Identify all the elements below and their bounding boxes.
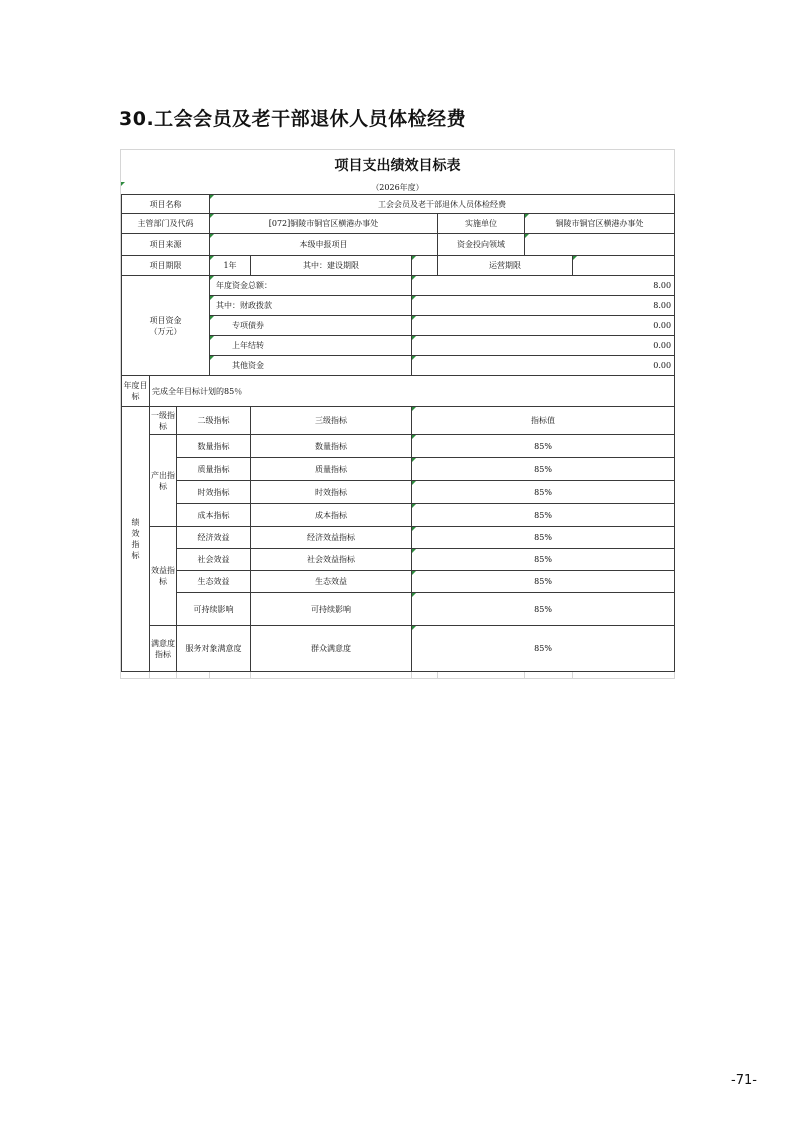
period-label: 项目期限 — [122, 256, 210, 276]
indicator-value-cell: 85% — [412, 549, 675, 571]
project-name-value: 工会会员及老干部退休人员体检经费 — [210, 195, 675, 214]
fund-row — [122, 276, 675, 296]
build-period-label: 其中：建设期限 — [251, 256, 412, 276]
row-source — [122, 234, 675, 256]
table-bottom-rule — [121, 672, 674, 679]
row-department — [122, 214, 675, 234]
fund-label: 专项债券 — [210, 316, 412, 336]
source-value: 本级申报项目 — [210, 234, 438, 256]
build-period-value — [412, 256, 438, 276]
benefit-indicator-label: 效益指标 — [150, 527, 177, 626]
indicator-value-cell: 85% — [412, 481, 675, 504]
fund-value: 0.00 — [412, 316, 675, 336]
annual-goal-label: 年度目标 — [122, 376, 150, 407]
dept-label: 主管部门及代码 — [122, 214, 210, 234]
indicator-row — [122, 481, 675, 504]
output-indicator-label: 产出指标 — [150, 435, 177, 527]
level2-cell: 社会效益 — [177, 549, 251, 571]
indicator-row — [122, 527, 675, 549]
level3-cell: 群众满意度 — [251, 626, 412, 672]
indicator-value-cell: 85% — [412, 626, 675, 672]
project-name-label: 项目名称 — [122, 195, 210, 214]
section-heading: 30.工会会员及老干部退休人员体检经费 — [119, 108, 467, 130]
period-value: 1年 — [210, 256, 251, 276]
page-number: -71- — [731, 1073, 757, 1088]
level2-cell: 服务对象满意度 — [177, 626, 251, 672]
satisfaction-indicator-label: 满意度指标 — [150, 626, 177, 672]
ops-period-label: 运营期限 — [438, 256, 573, 276]
fund-value: 0.00 — [412, 356, 675, 376]
source-label: 项目来源 — [122, 234, 210, 256]
level2-cell: 经济效益 — [177, 527, 251, 549]
col-level2-header: 二级指标 — [177, 407, 251, 435]
indicator-value-cell: 85% — [412, 504, 675, 527]
fund-label: 年度资金总额： — [210, 276, 412, 296]
fund-value: 0.00 — [412, 336, 675, 356]
target-grid — [121, 194, 675, 672]
fund-value: 8.00 — [412, 296, 675, 316]
fund-label: 其他资金 — [210, 356, 412, 376]
level2-cell: 时效指标 — [177, 481, 251, 504]
fund-label: 其中：财政拨款 — [210, 296, 412, 316]
level3-cell: 经济效益指标 — [251, 527, 412, 549]
level2-cell: 质量指标 — [177, 458, 251, 481]
indicator-value-cell: 85% — [412, 571, 675, 593]
level2-cell: 数量指标 — [177, 435, 251, 458]
col-value-header: 指标值 — [412, 407, 675, 435]
table-year: （2026年度） — [121, 182, 674, 194]
row-project-name — [122, 195, 675, 214]
impl-value: 铜陵市铜官区横港办事处 — [525, 214, 675, 234]
level2-cell: 生态效益 — [177, 571, 251, 593]
indicator-row — [122, 571, 675, 593]
indicator-row — [122, 504, 675, 527]
col-level3-header: 三级指标 — [251, 407, 412, 435]
indicator-row — [122, 549, 675, 571]
level3-cell: 质量指标 — [251, 458, 412, 481]
indicator-value-cell: 85% — [412, 593, 675, 626]
impl-label: 实施单位 — [438, 214, 525, 234]
row-annual-goal — [122, 376, 675, 407]
indicator-row — [122, 435, 675, 458]
performance-target-table — [120, 149, 675, 679]
level2-cell: 成本指标 — [177, 504, 251, 527]
fund-value: 8.00 — [412, 276, 675, 296]
table-title: 项目支出绩效目标表 — [334, 158, 461, 174]
row-period — [122, 256, 675, 276]
funds-label-line2: （万元） — [149, 326, 182, 336]
indicator-row — [122, 458, 675, 481]
indicator-value-cell: 85% — [412, 527, 675, 549]
perf-indicator-label: 绩效指标 — [122, 407, 150, 672]
col-level1-header: 一级指标 — [150, 407, 177, 435]
indicator-row — [122, 593, 675, 626]
invest-label: 资金投向领域 — [438, 234, 525, 256]
invest-value — [525, 234, 675, 256]
dept-value: [072]铜陵市铜官区横港办事处 — [210, 214, 438, 234]
funds-label — [122, 276, 210, 376]
indicator-value-cell: 85% — [412, 435, 675, 458]
level3-cell: 成本指标 — [251, 504, 412, 527]
ops-period-value — [573, 256, 675, 276]
level3-cell: 时效指标 — [251, 481, 412, 504]
indicator-value-cell: 85% — [412, 458, 675, 481]
level3-cell: 可持续影响 — [251, 593, 412, 626]
annual-goal-value: 完成全年目标计划的85％ — [150, 376, 675, 407]
fund-label: 上年结转 — [210, 336, 412, 356]
indicator-row — [122, 626, 675, 672]
level2-cell: 可持续影响 — [177, 593, 251, 626]
funds-label-line1: 项目资金 — [149, 315, 182, 325]
level3-cell: 生态效益 — [251, 571, 412, 593]
level3-cell: 社会效益指标 — [251, 549, 412, 571]
row-indicator-header — [122, 407, 675, 435]
level3-cell: 数量指标 — [251, 435, 412, 458]
